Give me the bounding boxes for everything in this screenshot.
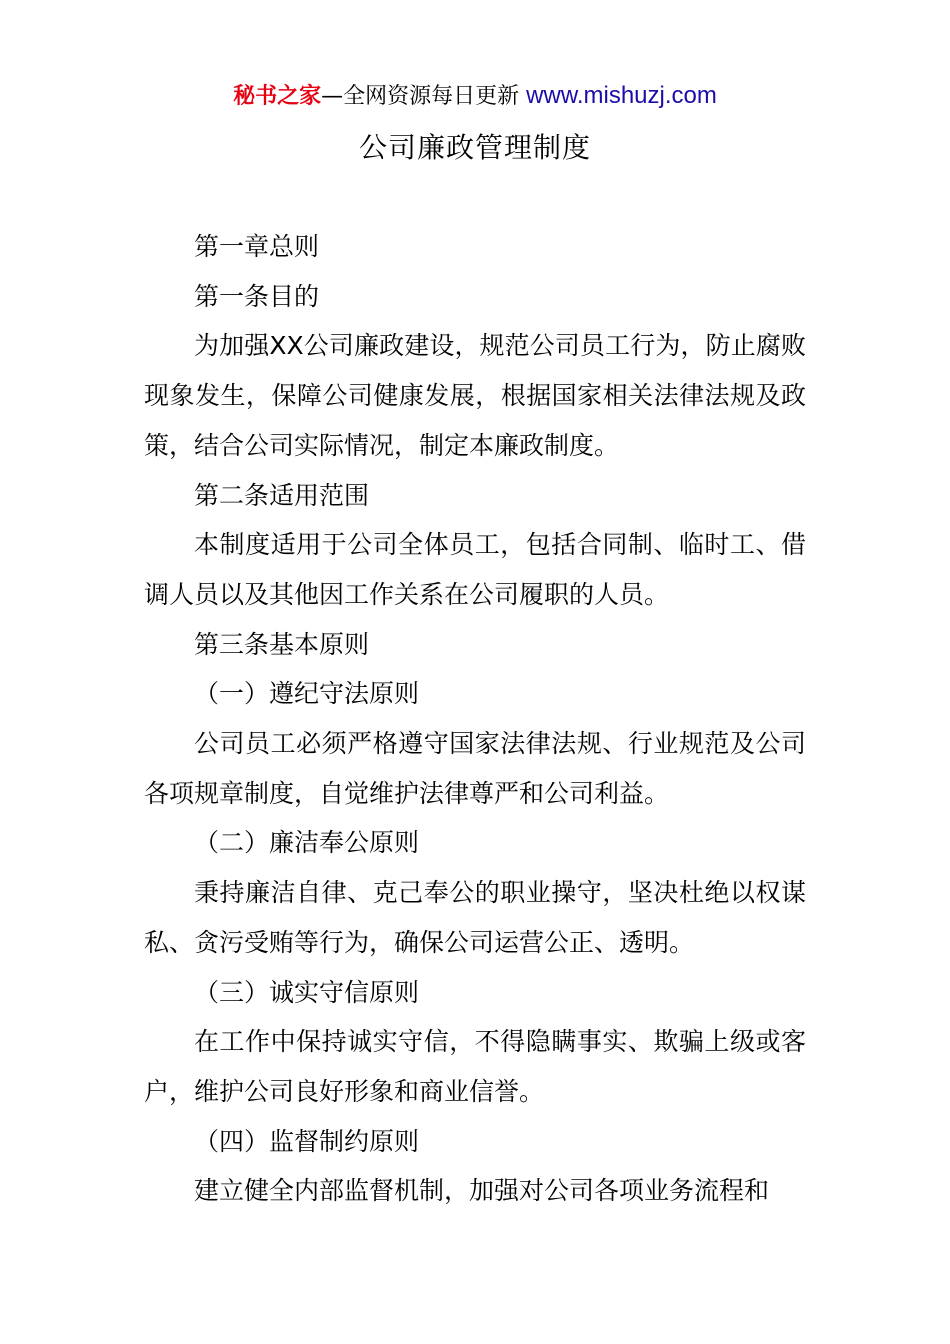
header-tagline: —全网资源每日更新 [321, 84, 520, 109]
body-paragraph: 公司员工必须严格遵守国家法律法规、行业规范及公司各项规章制度，自觉维护法律尊严和公司利益。 [144, 729, 806, 808]
site-url-link[interactable]: www.mishuzj.com [526, 82, 717, 109]
principle-heading: （三）诚实守信原则 [194, 977, 420, 1007]
article-heading: 第二条适用范围 [194, 480, 370, 510]
body-paragraph: 本制度适用于公司全体员工，包括合同制、临时工、借调人员以及其他因工作关系在公司履职的人员。 [144, 530, 806, 609]
article-heading: 第一条目的 [194, 281, 320, 311]
document-body [144, 222, 806, 1216]
body-paragraph: 为加强XX公司廉政建设，规范公司员工行为，防止腐败现象发生，保障公司健康发展，根据国家相关法律法规及政策，结合公司实际情况，制定本廉政制度。 [144, 331, 806, 460]
brand-name: 秘书之家 [233, 84, 322, 109]
body-paragraph: 秉持廉洁自律、克己奉公的职业操守，坚决杜绝以权谋私、贪污受贿等行为，确保公司运营公正、透明。 [144, 878, 806, 957]
site-header [0, 78, 950, 115]
principle-heading: （四）监督制约原则 [194, 1126, 420, 1156]
body-paragraph: 在工作中保持诚实守信，不得隐瞒事实、欺骗上级或客户，维护公司良好形象和商业信誉。 [144, 1027, 806, 1106]
article-heading: 第三条基本原则 [194, 629, 370, 659]
principle-heading: （一）遵纪守法原则 [194, 679, 420, 709]
document-title: 公司廉政管理制度 [358, 131, 591, 164]
body-paragraph: 建立健全内部监督机制，加强对公司各项业务流程和 [194, 1176, 770, 1206]
principle-heading: （二）廉洁奉公原则 [194, 828, 420, 858]
chapter-heading: 第一章总则 [194, 232, 320, 261]
